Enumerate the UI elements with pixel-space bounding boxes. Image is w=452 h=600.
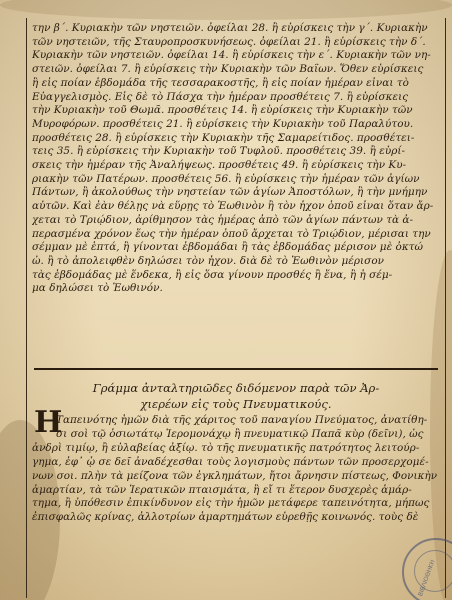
text-line: σέμμαν μὲ ἑπτά, ἢ γίνονται ἑβδομάδαι ἢ τὰς ἑβδομάδας μέρισον μὲ ὀκτώ [32, 241, 424, 254]
text-line: τῶν νηστειῶν, τῆς Σταυροπροσκυνήσεως. ὀφείλαι 21. ἢ εὑρίσκεις τὴν δ΄. [32, 35, 426, 48]
text-line: μα δηλώσει τὸ Ἑωθινόν. [32, 282, 163, 295]
text-line: Πάντων, ἢ ἀκολούθως τὴν νηστείαν τῶν ἁγίων Ἀποστόλων, ἢ τὴν μνήμην [32, 186, 428, 199]
text-line: σι σοὶ τῷ ὁσιωτάτῳ Ἱερομονάχῳ ἢ πνευματικῷ Παπᾶ κὺρ (δεῖνι), ὡς [56, 427, 424, 440]
text-line: αὐτῶν. Καὶ ἐὰν θέλῃς νὰ εὕρῃς τὸ Ἑωθινὸν ἢ τὸν ἦχον ὁποῦ εἶναι ὅταν ἄρ- [32, 200, 434, 213]
top-text-block [32, 22, 442, 296]
text-line: ἀνδρὶ τιμίῳ, ἢ εὐλαβείας ἀξίῳ. τὸ τῆς πνευματικῆς πατρότητος λειτούρ- [32, 441, 420, 454]
text-line: χεται τὸ Τριῴδιον, ἀρίθμησον τὰς ἡμέρας ἀπὸ τῶν ἁγίων πάντων τὰ ἀ- [32, 213, 414, 226]
text-line: τεις 35. ἢ εὑρίσκεις τὴν Κυριακὴν τοῦ Τυφλοῦ. προσθέτεις 39. ἢ εὑρί- [32, 145, 406, 158]
text-line: Κυριακὴν τῶν νηστειῶν. ὀφείλαι 14. ἢ εὑρίσκεις τὴν ε΄. Κυριακὴν τῶν νη- [32, 49, 431, 62]
text-line: ὠ. ἢ τὸ ἀπολειφθὲν δηλώσει τὸν ἦχον. διὰ δὲ τὸ Ἑωθινὸν μέρισον [32, 254, 384, 267]
text-line: τημα, ἢ ὑπόθεσιν ἐπικίνδυνον εἰς τὴν ἡμῶν μετάφερε ταπεινότητα, μήπως [32, 497, 430, 510]
text-line: περασμένα χρόνον ἕως τὴν ἡμέραν ὁποῦ ἄρχεται τὸ Τριῴδιον, μέρισαι την [32, 227, 431, 240]
heading-line: Γράμμα ἀνταλτηριῶδες διδόμενον παρὰ τῶν Ἀρ- [92, 381, 380, 395]
text-line: Εὐαγγελισμὸς. Εἰς δὲ τὸ Πάσχα τὴν ἡμέραν προσθέτεις 7. ἢ εὑρίσκεις [32, 90, 409, 103]
text-line: ριακὴν τῶν Πατέρων. προσθέτεις 56. ἢ εὑρίσκεις τὴν ἡμέραν τῶν ἁγίων [32, 172, 420, 185]
text-line: στειῶν. ὀφείλαι 7. ἢ εὑρίσκεις τὴν Κυριακὴν τῶν Βαΐων. Ὅθεν εὑρίσκεις [32, 63, 424, 76]
library-stamp-text: ΒΙΒΛΙΟΘΗΚΗ [417, 558, 437, 598]
text-line: προσθέτεις 28. ἢ εὑρίσκεις τὴν Κυριακὴν τῆς Σαμαρείτιδος. προσθέτει- [32, 131, 415, 144]
text-line: γημα, ἐφ᾽ ᾧ σε δεῖ ἀναδέχεσθαι τοὺς λογισμοὺς πάντων τῶν προσερχομέ- [32, 455, 429, 468]
heading-line: χιερέων εἰς τοὺς Πνευματικούς. [140, 397, 332, 411]
drop-cap-initial: Η [34, 405, 63, 440]
text-line: τὴν Κυριακὴν τοῦ Θωμᾶ. προσθέτεις 14. ἢ εὑρίσκεις τὴν Κυριακὴν τῶν [32, 104, 413, 117]
text-line: Ταπεινότης ἡμῶν διὰ τῆς χάριτος τοῦ παναγίου Πνεύματος, ἀνατίθη- [56, 414, 428, 426]
text-line: νων σοι. πλὴν τὰ μείζονα τῶν ἐγκλημάτων, ἤτοι ἄρνησιν πίστεως, Φονικὴν [32, 469, 438, 482]
text-line: ἁμαρτίαν, τὰ τῶν Ἱερατικῶν πταισμάτα, ἢ εἴ τι ἕτερον δυσχερὲς ἁμάρ- [32, 483, 412, 496]
text-line: τὰς ἑβδομάδας μὲ ἕνδεκα, ἢ εἰς ὅσα γίνουν προσθές ἢ ἕνα, ἢ ἡ σέμ- [32, 268, 393, 281]
section-divider-rule [34, 368, 438, 370]
text-line: την β΄. Κυριακὴν τῶν νηστειῶν. ὀφείλαι 28. ἢ εὑρίσκεις τὴν γ΄. Κυριακὴν [32, 22, 428, 34]
top-edge-stain [0, 0, 452, 20]
text-line: Μυροφόρων. προσθέτεις 21. ἢ εὑρίσκεις τὴν Κυριακὴν τοῦ Παραλύτου. [32, 117, 414, 130]
text-line: ἢ εἰς ποίαν ἑβδομάδα τῆς τεσσαρακοστῆς, ἢ εἰς ποίαν ἡμέραν εἶναι τὸ [32, 76, 409, 89]
letter-text-block [32, 414, 442, 525]
text-line: ἐπισφαλῶς κρίνας, ἀλλοτρίων ἁμαρτημάτων εὑρεθῇς κοινωνός. τοὺς δὲ [32, 511, 419, 524]
text-line: σκεις τὴν ἡμέραν τῆς Ἀναλήψεως. προσθέτεις 49. ἢ εὑρίσκεις τὴν Κυ- [32, 159, 407, 172]
section-heading [34, 380, 438, 412]
